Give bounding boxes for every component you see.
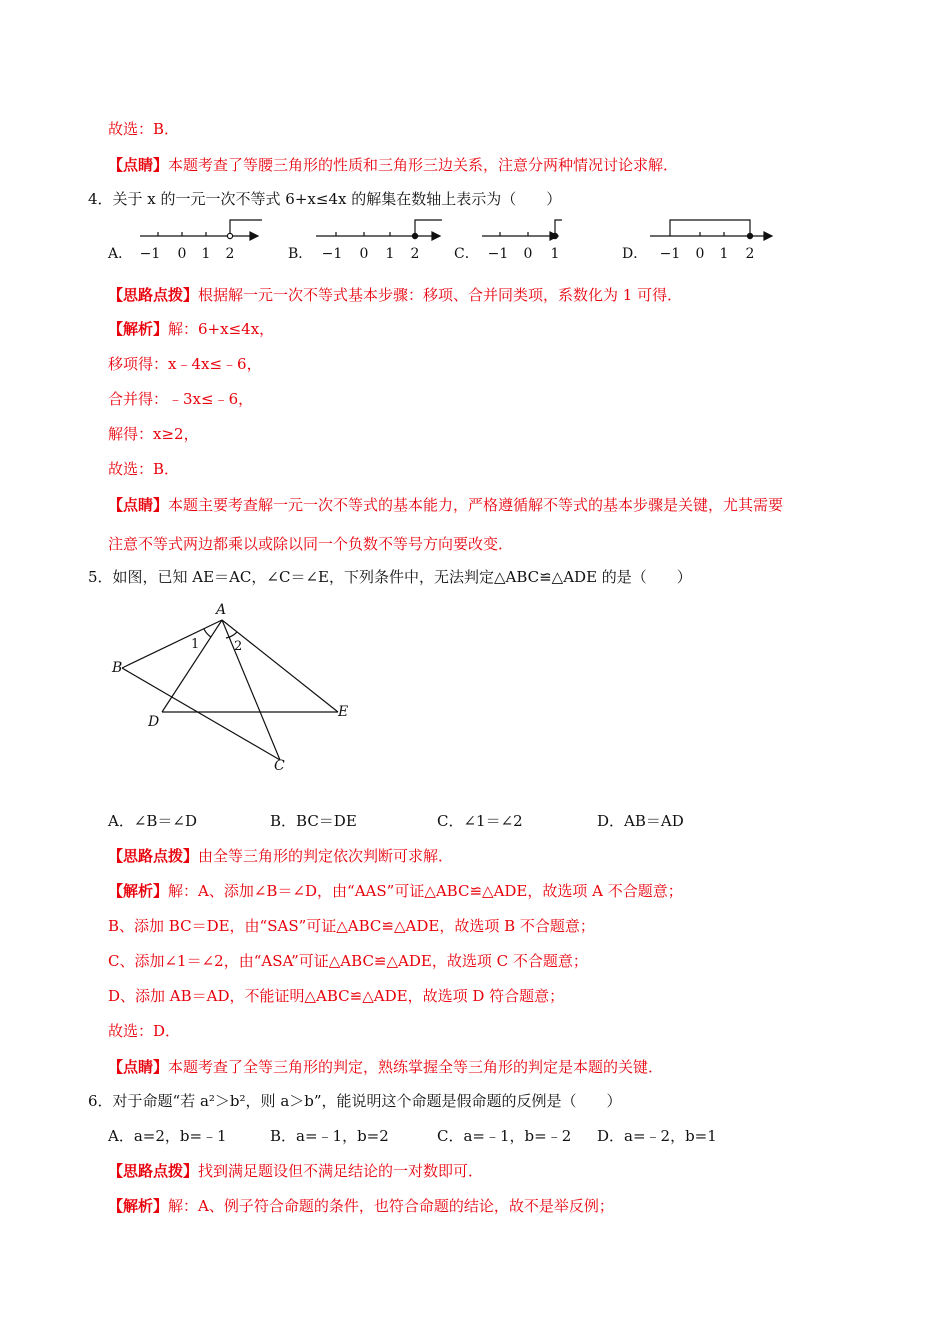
q5-label-a: A	[216, 602, 227, 618]
q4-d-arrow	[764, 232, 772, 240]
q4-comment	[108, 494, 783, 516]
q6-solution	[108, 1195, 614, 1217]
q4-step: 解得：x≥2，	[108, 425, 199, 443]
q4-c-point	[552, 233, 557, 238]
q4-b-letter: B．	[288, 246, 313, 262]
q6-hint-text: 找到满足题设但不满足结论的一对数即可．	[198, 1162, 484, 1180]
q4-c-letter: C．	[454, 246, 479, 262]
q4-b-tick: −1	[321, 246, 343, 262]
q5-option-d: D．AB＝AD	[597, 812, 684, 830]
q4-step: 合并得：﹣3x≤﹣6，	[108, 390, 254, 408]
q5-comment-text: 本题考查了全等三角形的判定，熟练掌握全等三角形的判定是本题的关键．	[168, 1058, 664, 1076]
q4-d-ray	[670, 220, 750, 236]
q3-comment-tag: 【点睛】	[108, 156, 169, 174]
q4-a-tick: 1	[201, 246, 211, 262]
q4-c-tick: −1	[487, 246, 509, 262]
q5-option-b: B．BC＝DE	[270, 812, 357, 830]
q5-option-c: C．∠1＝∠2	[437, 812, 523, 830]
q4-c-tick: 0	[523, 246, 533, 262]
q5-segment-bc	[122, 668, 280, 760]
q4-hint-tag: 【思路点拨】	[108, 286, 199, 304]
q6-option-c: C．a=﹣1，b=﹣2	[437, 1127, 572, 1145]
q5-solution-line: C、添加∠1＝∠2，由“ASA”可证△ABC≌△ADE，故选项 C 不合题意；	[108, 952, 588, 970]
q5-hint-text: 由全等三角形的判定依次判断可求解．	[198, 847, 454, 865]
q4-step: 移项得：x﹣4x≤﹣6，	[108, 355, 262, 373]
q5-solution-tag: 【解析】	[108, 882, 169, 900]
q4-b-tick: 1	[385, 246, 395, 262]
q3-comment	[108, 154, 678, 176]
q4-b-tick: 2	[410, 246, 420, 262]
q4-hint-text: 根据解一元一次不等式基本步骤：移项、合并同类项，系数化为 1 可得．	[198, 286, 683, 304]
q4-d-point	[747, 233, 752, 238]
q4-solution-first: 解：6+x≤4x，	[168, 320, 275, 338]
q4-d-tick: 2	[745, 246, 755, 262]
q4-b-tick: 0	[359, 246, 369, 262]
q6-option-b: B．a=﹣1，b=2	[270, 1127, 389, 1145]
q3-comment-text: 本题考查了等腰三角形的性质和三角形三边关系，注意分两种情况讨论求解．	[168, 156, 679, 174]
q6-solution-tag: 【解析】	[108, 1197, 169, 1215]
q4-stem: 4．关于 x 的一元一次不等式 6+x≤4x 的解集在数轴上表示为（ ）	[88, 190, 562, 208]
q5-label-b: B	[112, 660, 123, 676]
q6-hint	[108, 1160, 483, 1182]
q4-solution-tag: 【解析】	[108, 320, 169, 338]
q5-stem: 5．如图，已知 AE＝AC，∠C＝∠E，下列条件中，无法判定△ABC≌△ADE 的是（ ）	[88, 568, 692, 586]
q5-comment-tag: 【点睛】	[108, 1058, 169, 1076]
q4-comment-tag: 【点睛】	[108, 496, 169, 514]
q6-hint-tag: 【思路点拨】	[108, 1162, 199, 1180]
q4-a-arrow	[250, 232, 258, 240]
q4-a-letter: A．	[108, 246, 133, 262]
q4-b-arrow	[432, 232, 440, 240]
q4-step: 故选：B．	[108, 460, 180, 478]
q5-angle1-arc	[204, 629, 211, 637]
q5-comment	[108, 1056, 663, 1078]
q5-label-angle1: 1	[191, 637, 200, 652]
q4-hint	[108, 284, 682, 306]
q4-d-tick: −1	[659, 246, 681, 262]
q4-d-tick: 1	[719, 246, 729, 262]
q4-solution	[108, 318, 274, 340]
q5-segment-ac	[222, 620, 280, 760]
q4-b-point	[412, 233, 417, 238]
q5-segment-ae	[222, 620, 338, 712]
q4-b-ray	[415, 220, 442, 236]
q5-triangle-figure	[100, 596, 370, 776]
q4-d-letter: D．	[622, 246, 648, 262]
q5-label-angle2: 2	[234, 639, 243, 654]
q4-comment-line2: 注意不等式两边都乘以或除以同一个负数不等号方向要改变．	[108, 535, 514, 553]
q5-solution-line: B、添加 BC＝DE，由“SAS”可证△ABC≌△ADE，故选项 B 不合题意；	[108, 917, 595, 935]
q6-option-a: A．a=2，b=﹣1	[108, 1127, 227, 1145]
q4-a-tick: 2	[225, 246, 235, 262]
q5-label-e: E	[338, 704, 349, 720]
q4-a-tick: 0	[177, 246, 187, 262]
q4-a-ray	[230, 220, 262, 236]
q5-hint	[108, 845, 453, 867]
q5-label-c: C	[274, 758, 285, 774]
q3-answer: 故选：B．	[108, 120, 180, 138]
q5-solution-line: 故选：D．	[108, 1022, 181, 1040]
q6-stem: 6．对于命题“若 a²＞b²，则 a＞b”，能说明这个命题是假命题的反例是（ ）	[88, 1092, 622, 1110]
q4-a-tick: −1	[139, 246, 161, 262]
q5-solution-first: 解：A、添加∠B＝∠D，由“AAS”可证△ABC≌△ADE，故选项 A 不合题意；	[168, 882, 683, 900]
q5-label-d: D	[148, 714, 160, 730]
q4-comment-line1: 本题主要考查解一元一次不等式的基本能力，严格遵循解不等式的基本步骤是关键，尤其需要	[168, 496, 784, 514]
q6-option-d: D．a=﹣2，b=1	[597, 1127, 717, 1145]
q4-a-point	[227, 233, 232, 238]
q5-option-a: A．∠B＝∠D	[108, 812, 198, 830]
q4-c-tick: 1	[550, 246, 560, 262]
q6-solution-first: 解：A、例子符合命题的条件，也符合命题的结论，故不是举反例；	[168, 1197, 614, 1215]
q4-d-tick: 0	[695, 246, 705, 262]
q5-solution-line: D、添加 AB＝AD，不能证明△ABC≌△ADE，故选项 D 符合题意；	[108, 987, 565, 1005]
q5-hint-tag: 【思路点拨】	[108, 847, 199, 865]
q4-options-figure	[100, 212, 800, 268]
q5-solution	[108, 880, 683, 902]
